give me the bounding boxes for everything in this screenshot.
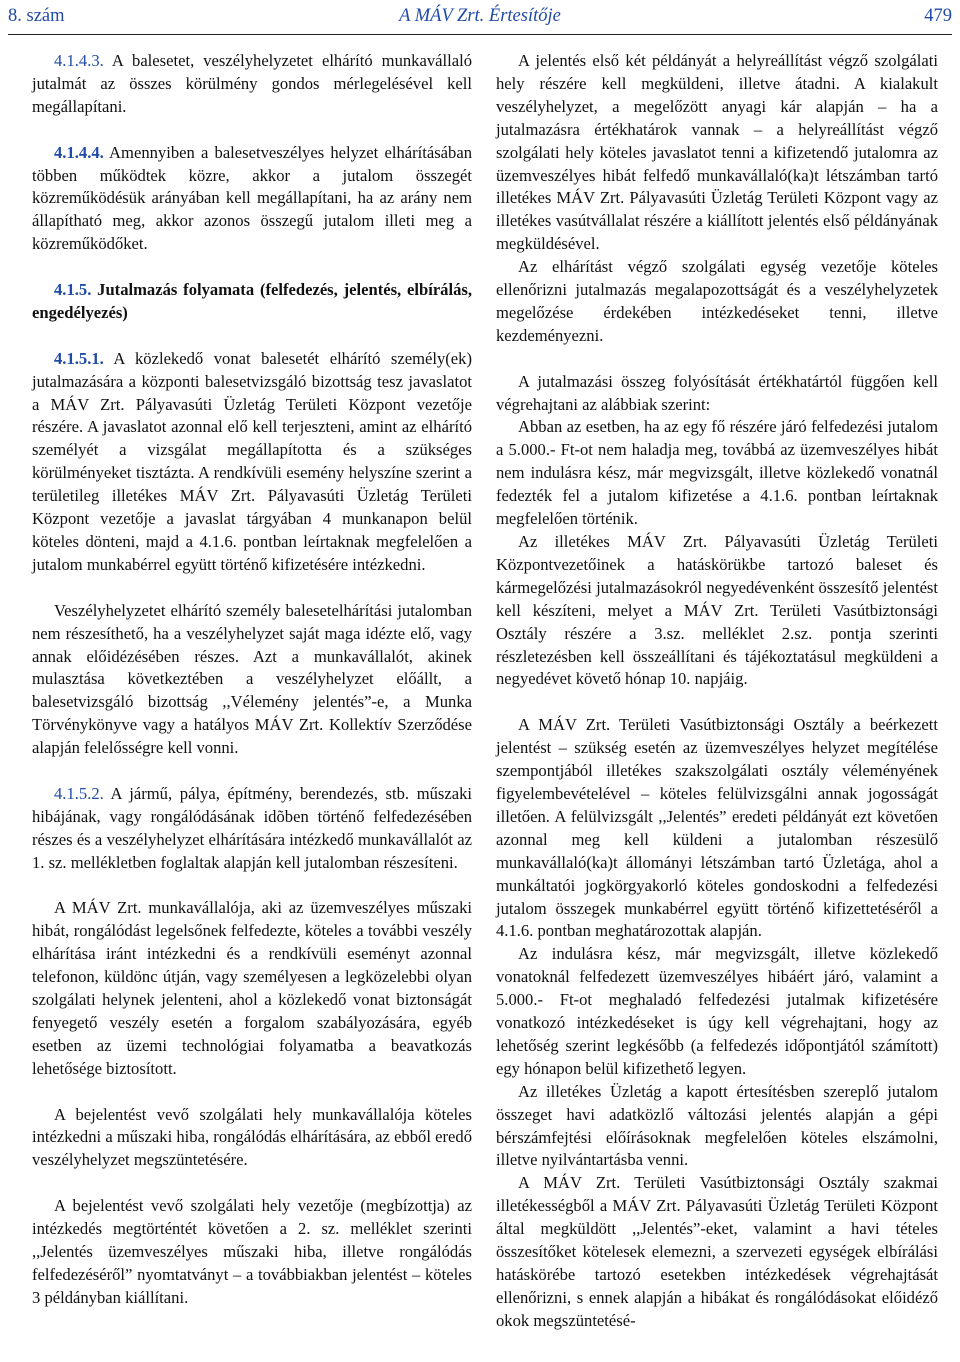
paragraph-text-block: A bejelentést vevő szolgálati hely munkavállalója köteles intézkedni a műszaki hiba, rongálódás elhárítására, az ebből eredő veszélyhelyzet megszüntetésére.: [32, 1104, 472, 1170]
right-column: [496, 50, 938, 1333]
paragraph-4-1-4-4: [32, 142, 472, 257]
paragraph-text: A balesetet, veszélyhelyzetet elhárító munkavállaló jutalmát az összes körülmény gondos mérlegelésével kell megállapítani.: [32, 51, 472, 116]
paragraph-text: Amennyiben a balesetveszélyes helyzet elhárításában többen működtek közre, akkor a jutalom összegét közreműködésük arányában kell megállapítani, ha az arány nem állapítható meg, akkor azonos összegű jutalom illeti meg a közreműködőket.: [32, 142, 472, 254]
paragraph-text-block: A MÁV Zrt. munkavállalója, aki az üzemveszélyes műszaki hibát, rongálódást legelsőnek felfedezte, köteles a további veszély elhárítása iránt intézkedni és a rendkívüli eseményt azonnal telefonon, küldönc útján, vagy személyesen a legközelebbi olyan szolgálati helynek jelenteni, ahol a közlekedő vonat biztonságát fenyegető veszély esetén a forgalom szabályozására, egyéb esetben az üzemi technológiai folyamatba a beavatkozás lehetősége biztosított.: [32, 898, 472, 1078]
paragraph-text-block: A jutalmazási összeg folyósítását értékhatártól függően kell végrehajtani az alábbiak szerint:: [496, 371, 938, 414]
section-heading-4-1-5: [32, 279, 472, 325]
paragraph-text-block: A MÁV Zrt. Területi Vasútbiztonsági Osztály szakmai illetékességből a MÁV Zrt. Pályavasúti Üzletág Területi Központ által megküldött ,,Jelentés”-eket, valamint a havi tételes összesítőket kötelesek elemezni, a szervezeti egységek elbírálási hatáskörébe tartozó esetekben intézkedések végrehajtását ellenőrizni, s ennek alapján a hibákat és rongálódásokat előidéző okok megszüntetésé-: [496, 1173, 938, 1330]
section-number: 4.1.4.3.: [54, 51, 104, 70]
section-number: 4.1.4.4.: [54, 142, 104, 162]
journal-title: A MÁV Zrt. Értesítője: [399, 6, 561, 26]
paragraph-4-1-5-1: [32, 348, 472, 577]
left-column: [32, 50, 472, 1310]
paragraph-text-block: Az illetékes Üzletág a kapott értesítésben szereplő jutalom összeget havi adatközlő változási jelentés alapján a gépi bérszámfejtési előírásoknak megfelelően köteles elszámolni, illetve nyilvántartásba venni.: [496, 1081, 938, 1170]
paragraph-text-block: Abban az esetben, ha az egy fő részére járó felfedezési jutalom a 5.000.- Ft-ot nem haladja meg, továbbá az üzemveszélyes hibát nem indulásra kész, már megvizsgált, illetve közlekedő vonatnál fedezték fel a jutalom kifizetése a 4.1.6. pontban leírtaknak megfelelően történik.: [496, 417, 938, 529]
page-header: [8, 6, 952, 35]
section-title: Jutalmazás folyamata (felfedezés, jelentés, elbírálás, engedélyezés): [32, 280, 472, 322]
paragraph-text-block: Veszélyhelyzetet elhárító személy balesetelhárítási jutalomban nem részesíthető, ha a veszélyhelyzet saját maga idézte elő, vagy annak előidézésében részes. Azt a munkavállalót, akinek mulasztása következtében a veszélyhelyzet előállt, a balesetvizsgáló bizottság ,,Vélemény jelentés”-e, a Munka Törvénykönyve vagy a hatályos MÁV Zrt. Kollektív Szerződése alapján felelősségre kell vonni.: [32, 600, 472, 758]
issue-number: 8. szám: [8, 6, 65, 26]
paragraph-text: A közlekedő vonat balesetét elhárító személy(ek) jutalmazására a központi balesetvizsgáló bizottság tesz javaslatot a MÁV Zrt. Pályavasúti Üzletág Területi Központ vezetője részére. A javaslatot azonnal elő kell terjeszteni, amint az elhárító személyét a vizsgálat megállapította és a szükséges körülményeket tisztázta. A rendkívüli esemény helyszíne szerint a területileg illetékes MÁV Zrt. Pályavasúti Üzletág Területi Központ vezetője a javaslat tárgyában 4 munkanapon belül köteles dönteni, majd a 4.1.6. pontban leírtaknak megfelelően a jutalom munkabérrel együtt történő kifizetésére intézkedni.: [32, 348, 472, 574]
paragraph-text-block: A jelentés első két példányát a helyreállítást végző szolgálati hely részére kell megküldeni, illetve átadni. A kialakult veszélyhelyzet, a megelőzött anyagi kár alapján – ha a jutalmazásra értékhatárok vannak – a helyreállítást végző szolgálati hely köteles javaslatot tenni a kifizetendő jutalomra az üzemveszélyes hibát felfedő munkavállaló(ka)t létszámban tartó illetékes MÁV Zrt. Pályavasúti Üzletág Területi Központ vagy az illetékes vasútvállalat részére a kiállított jelentés első példányának megküldésével.: [496, 51, 938, 254]
section-number: 4.1.5.: [54, 280, 92, 300]
paragraph-4-1-5-2: [32, 783, 472, 875]
section-number: 4.1.5.1.: [54, 348, 104, 368]
paragraph-4-1-4-3: [32, 50, 472, 119]
section-number: 4.1.5.2.: [54, 783, 104, 803]
paragraph-text: A jármű, pálya, építmény, berendezés, stb. műszaki hibájának, vagy rongálódásának idõben történő felfedezésében részes és a veszélyhelyzet elhárítására intézkedő munkavállalót az 1. sz. mellékletben foglaltak alapján kell jutalomban részesíteni.: [32, 783, 472, 872]
paragraph-text-block: Az illetékes MÁV Zrt. Pályavasúti Üzletág Területi Központvezetőinek a hatáskörükbe tartozó baleset és kármegelőzési jutalmazásokról negyedévenként összesítő jelentést kell készíteni, melyet a MÁV Zrt. Területi Vasútbiztonsági Osztály részére a 3.sz. melléklet 2.sz. pontja szerinti részletezésben kell összeállítani és tájékoztatásul megküldeni a negyedévet követő hónap 10. napjáig.: [496, 532, 938, 689]
paragraph-text-block: Az indulásra kész, már megvizsgált, illetve közlekedő vonatoknál felfedezett üzemveszélyes hibáért járó, valamint a 5.000.- Ft-ot meghaladó felfedezési jutalmak kifizetésére vonatkozó intézkedéseket is úgy kell végrehajtani, hogy az lehetőség szerint legkésőbb (a felfedezés időpontjától számított) egy hónapon belül kifizethető legyen.: [496, 944, 938, 1078]
paragraph-text-block: A MÁV Zrt. Területi Vasútbiztonsági Osztály a beérkezett jelentést – szükség esetén az üzemveszélyes helyzet megítélése szempontjából illetékes szakszolgálati osztály véleményének figyelembevételével – köteles felülvizsgálni annak jogosságát illetően. A felülvizsgált ,,Jelentés” eredeti példányát ezt követően azonnal meg kell küldeni a jutalomban részesülő munkavállaló(ka)t állományi létszámban tartó Üzletága, ahol a munkáltatói jogkörgyakorló köteles gondoskodni a felfedezési jutalom összegek munkabérrel együtt történő kifizettetéséről a 4.1.6. pontban meghatározottak alapján.: [496, 715, 938, 941]
page-number: 479: [924, 6, 952, 26]
paragraph-text-block: A bejelentést vevő szolgálati hely vezetője (megbízottja) az intézkedés megtörténtét követően a 2. sz. melléklet szerinti ,,Jelentés üzemveszélyes műszaki hiba, illetve rongálódás felfedezéséről” nyomtatványt – a továbbiakban jelentést – köteles 3 példányban kiállítani.: [32, 1196, 472, 1307]
paragraph-text-block: Az elhárítást végző szolgálati egység vezetője köteles ellenőrizni jutalmazás megalapozottságát és a veszélyhelyzetek megelőzése érdekében intézkedéseket tenni, illetve kezdeményezni.: [496, 257, 938, 345]
